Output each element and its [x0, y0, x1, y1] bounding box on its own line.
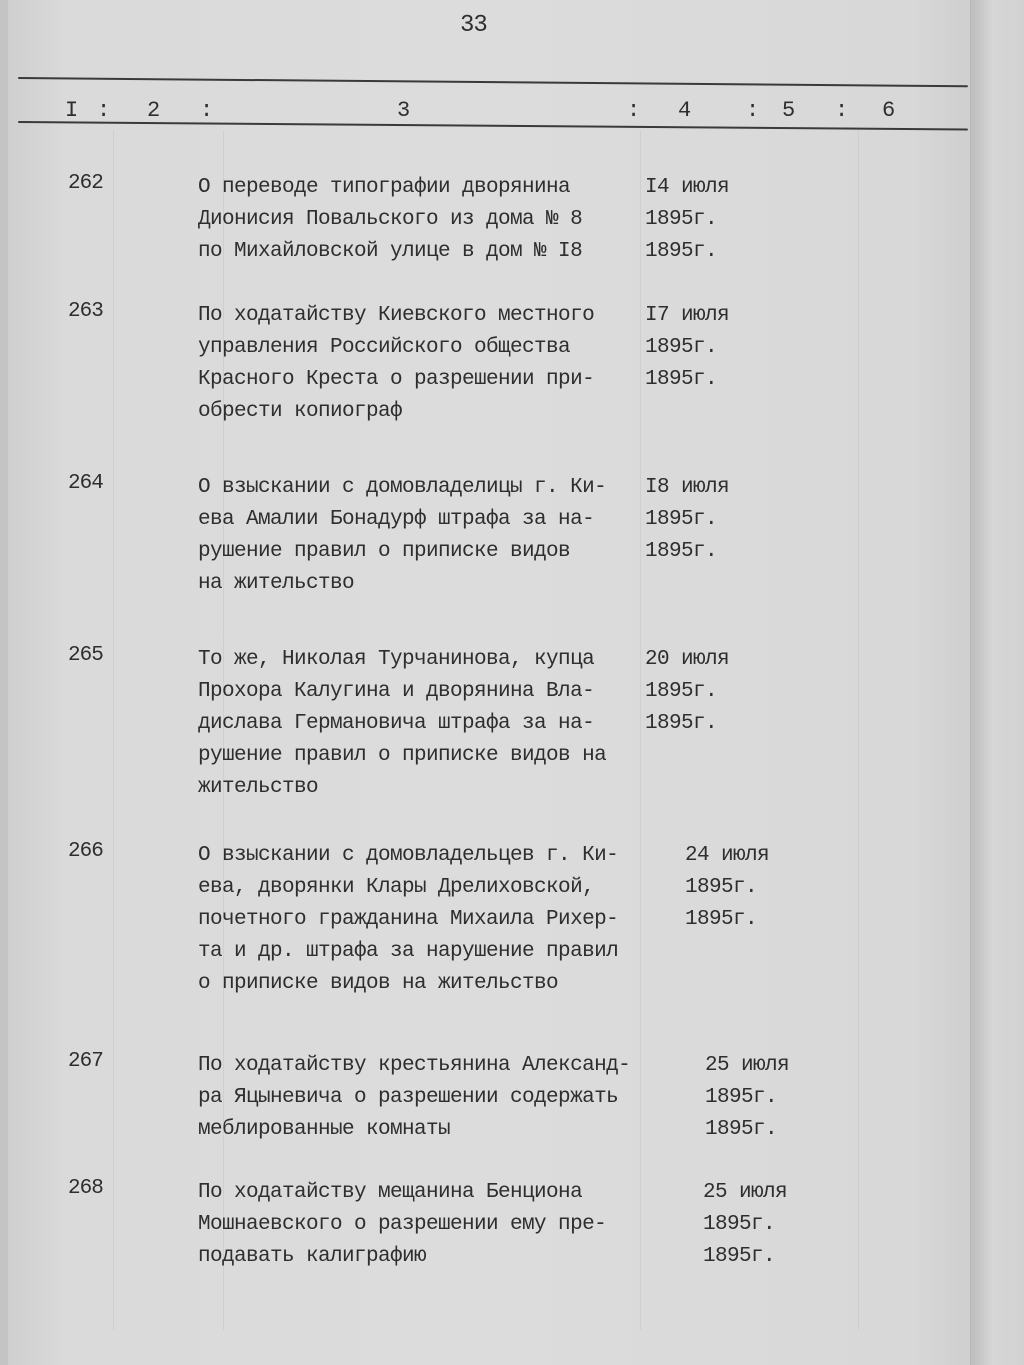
- date-year: 1895г.: [705, 1118, 778, 1141]
- header-bottom-rule: [18, 121, 968, 130]
- column-header: 6: [882, 98, 896, 123]
- entry-description: [198, 172, 582, 268]
- description-line: ева Амалии Бонадурф штрафа за на-: [198, 508, 595, 531]
- description-line: По ходатайству Киевского местного: [198, 304, 595, 327]
- entry-dates: [705, 1050, 789, 1146]
- description-line: О переводе типографии дворянина: [198, 176, 571, 199]
- description-line: По ходатайству мещанина Бенциона: [198, 1181, 583, 1204]
- description-line: Дионисия Повальского из дома № 8: [198, 208, 583, 231]
- date-year: 1895г.: [705, 1086, 778, 1109]
- description-line: По ходатайству крестьянина Александ-: [198, 1054, 631, 1077]
- column-header: 3: [397, 98, 411, 123]
- entry-description: [198, 840, 618, 1000]
- faint-column-line: [113, 130, 114, 1330]
- date-year: 1895г.: [645, 540, 718, 563]
- description-line: Прохора Калугина и дворянина Вла-: [198, 680, 595, 703]
- description-line: на жительство: [198, 572, 355, 595]
- entry-description: [198, 1050, 630, 1146]
- entry-description: [198, 1177, 606, 1273]
- description-line: та и др. штрафа за нарушение правил: [198, 940, 619, 963]
- description-line: О взыскании с домовладелицы г. Ки-: [198, 476, 607, 499]
- faint-column-line: [640, 130, 641, 1330]
- entry-number: 267: [68, 1050, 103, 1073]
- description-line: рушение правил о приписке видов на: [198, 744, 607, 767]
- entry-number: 266: [68, 840, 103, 863]
- date-day-month: 25 июля: [705, 1054, 790, 1077]
- entry-dates: [645, 472, 729, 568]
- description-line: То же, Николая Турчанинова, купца: [198, 648, 595, 671]
- description-line: Мошнаевского о разрешении ему пре-: [198, 1213, 607, 1236]
- date-year: 1895г.: [703, 1245, 776, 1268]
- date-day-month: I4 июля: [645, 176, 730, 199]
- date-day-month: I7 июля: [645, 304, 730, 327]
- description-line: подавать калиграфию: [198, 1245, 427, 1268]
- column-separator: :: [97, 98, 111, 123]
- page-number: 33: [460, 12, 487, 39]
- description-line: Красного Креста о разрешении при-: [198, 368, 595, 391]
- description-line: дислава Германовича штрафа за на-: [198, 712, 595, 735]
- description-line: рушение правил о приписке видов: [198, 540, 571, 563]
- date-year: 1895г.: [645, 508, 718, 531]
- entry-dates: [645, 644, 729, 740]
- entry-number: 268: [68, 1177, 103, 1200]
- entry-description: [198, 300, 594, 428]
- description-line: О взыскании с домовладельцев г. Ки-: [198, 844, 619, 867]
- entry-description: [198, 472, 606, 600]
- entry-dates: [685, 840, 769, 936]
- description-line: меблированные комнаты: [198, 1118, 451, 1141]
- date-year: 1895г.: [703, 1213, 776, 1236]
- description-line: о приписке видов на жительство: [198, 972, 559, 995]
- description-line: ева, дворянки Клары Дрелиховской,: [198, 876, 595, 899]
- date-year: 1895г.: [685, 908, 758, 931]
- faint-column-line: [858, 130, 859, 1330]
- entry-dates: [703, 1177, 787, 1273]
- entry-number: 263: [68, 300, 103, 323]
- column-separator: :: [835, 98, 849, 123]
- entry-dates: [645, 172, 729, 268]
- adjacent-page-edge: [970, 0, 1024, 1365]
- entry-number: 265: [68, 644, 103, 667]
- column-header: 4: [678, 98, 692, 123]
- date-day-month: 24 июля: [685, 844, 770, 867]
- date-day-month: 25 июля: [703, 1181, 788, 1204]
- entry-number: 264: [68, 472, 103, 495]
- document-page: [8, 0, 970, 1365]
- date-year: 1895г.: [645, 240, 718, 263]
- description-line: по Михайловской улице в дом № I8: [198, 240, 583, 263]
- description-line: обрести копиограф: [198, 400, 403, 423]
- entry-dates: [645, 300, 729, 396]
- column-header: 5: [782, 98, 796, 123]
- header-top-rule: [18, 77, 968, 87]
- description-line: жительство: [198, 776, 319, 799]
- date-day-month: 20 июля: [645, 648, 730, 671]
- column-separator: :: [627, 98, 641, 123]
- column-separator: :: [746, 98, 760, 123]
- column-header: 2: [147, 98, 161, 123]
- column-header: I: [65, 98, 79, 123]
- entry-number: 262: [68, 172, 103, 195]
- date-year: 1895г.: [645, 336, 718, 359]
- description-line: почетного гражданина Михаила Рихер-: [198, 908, 619, 931]
- column-separator: :: [200, 98, 214, 123]
- entry-description: [198, 644, 606, 804]
- date-year: 1895г.: [645, 208, 718, 231]
- date-year: 1895г.: [645, 680, 718, 703]
- date-day-month: I8 июля: [645, 476, 730, 499]
- date-year: 1895г.: [645, 712, 718, 735]
- description-line: управления Российского общества: [198, 336, 571, 359]
- date-year: 1895г.: [645, 368, 718, 391]
- description-line: ра Яцыневича о разрешении содержать: [198, 1086, 619, 1109]
- date-year: 1895г.: [685, 876, 758, 899]
